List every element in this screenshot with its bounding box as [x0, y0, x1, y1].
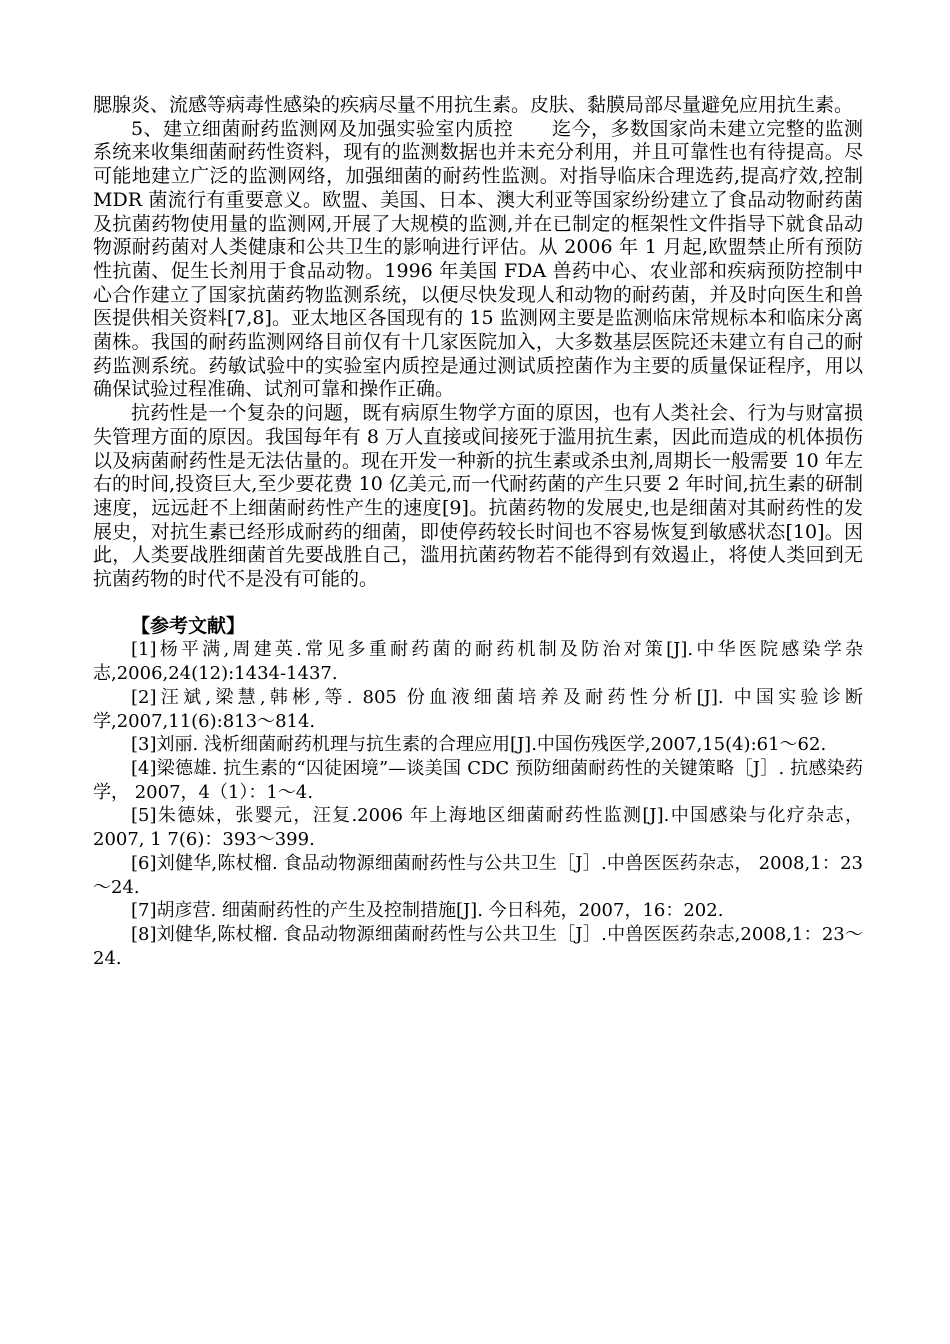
reference-item: [3]刘丽. 浅析细菌耐药机理与抗生素的合理应用[J].中国伤残医学,2007,15(4):61～62. — [131, 734, 827, 756]
reference-item: [4]梁德雄. 抗生素的“囚徒困境”—谈美国 CDC 预防细菌耐药性的关键策略［J］. 抗感染药学， 2007，4（1）：1～4. — [93, 757, 863, 803]
reference-item: [7]胡彦营. 细菌耐药性的产生及控制措施[J]. 今日科苑，2007，16：202. — [131, 900, 724, 922]
references-heading: 【参考文献】 — [131, 614, 246, 637]
reference-item: [2]汪斌,梁慧,韩彬,等. 805 份血液细菌培养及耐药性分析[J]. 中国实验诊断学,2007,11(6):813～814. — [93, 686, 863, 732]
reference-item: [8]刘健华,陈杖榴. 食品动物源细菌耐药性与公共卫生［J］.中兽医医药杂志,2008,1：23～24. — [93, 923, 863, 969]
reference-item: [1]杨平满,周建英.常见多重耐药菌的耐药机制及防治对策[J].中华医院感染学杂志,2006,24(12):1434-1437. — [93, 639, 863, 685]
paragraph-antibiotic-avoidance: 腮腺炎、流感等病毒性感染的疾病尽量不用抗生素。皮肤、黏膜局部尽量避免应用抗生素。 — [93, 94, 854, 116]
document-page — [93, 94, 863, 970]
paragraph-surveillance — [93, 118, 863, 402]
paragraph-resistance-complexity: 抗药性是一个复杂的问题，既有病原生物学方面的原因，也有人类社会、行为与财富损失管理方面的原因。我国每年有 8 万人直接或间接死于滥用抗生素，因此而造成的机体损伤以及病菌耐药性是无法估量的。现在开发一种新的抗生素或杀虫剂,周期长一般需要 10 年左右的时间,投资巨大,至少要花费 10 亿美元,而一代耐药菌的产生只要 2 年时间,抗生素的研制速度，远远赶不上细菌耐药性产生的速度[9]。抗菌药物的发展史,也是细菌对其耐药性的发展史，对抗生素已经形成耐药的细菌，即使停药较长时间也不容易恢复到敏感状态[10]。因此，人类要战胜细菌首先要战胜自己，滥用抗菌药物若不能得到有效遏止，将使人类回到无抗菌药物的时代不是没有可能的。 — [93, 402, 863, 591]
section-heading-surveillance: 5、建立细菌耐药监测网及加强实验室内质控 — [131, 117, 514, 140]
reference-item: [6]刘健华,陈杖榴. 食品动物源细菌耐药性与公共卫生［J］.中兽医医药杂志， 2008,1：23～24. — [93, 852, 863, 898]
reference-item: [5]朱德妹，张婴元，汪复.2006 年上海地区细菌耐药性监测[J].中国感染与化疗杂志，2007, 1 7(6)：393～399. — [93, 805, 863, 851]
reference-list — [93, 638, 863, 970]
surveillance-text: 迄今，多数国家尚未建立完整的监测系统来收集细菌耐药性资料，现有的监测数据也并未充分利用，并且可靠性也有待提高。尽可能地建立广泛的监测网络，加强细菌的耐药性监测。对指导临床合理选药,提高疗效,控制 MDR 菌流行有重要意义。欧盟、美国、日本、澳大利亚等国家纷纷建立了食品动物耐药菌及抗菌药物使用量的监测网,开展了大规模的监测,并在已制定的框架性文件指导下就食品动物源耐药菌对人类健康和公共卫生的影响进行评估。从 2006 年 1 月起,欧盟禁止所有预防性抗菌、促生长剂用于食品动物。1996 年美国 FDA 兽药中心、农业部和疾病预防控制中心合作建立了国家抗菌药物监测系统，以便尽快发现人和动物的耐药菌，并及时向医生和兽医提供相关资料[7,8]。亚太地区各国现有的 15 监测网主要是监测临床常规标本和临床分离菌株。我国的耐药监测网络目前仅有十几家医院加入，大多数基层医院还未建立有自己的耐药监测系统。药敏试验中的实验室内质控是通过测试质控菌作为主要的质量保证程序，用以确保试验过程准确、试剂可靠和操作正确。 — [93, 117, 863, 401]
spacer — [93, 592, 863, 615]
